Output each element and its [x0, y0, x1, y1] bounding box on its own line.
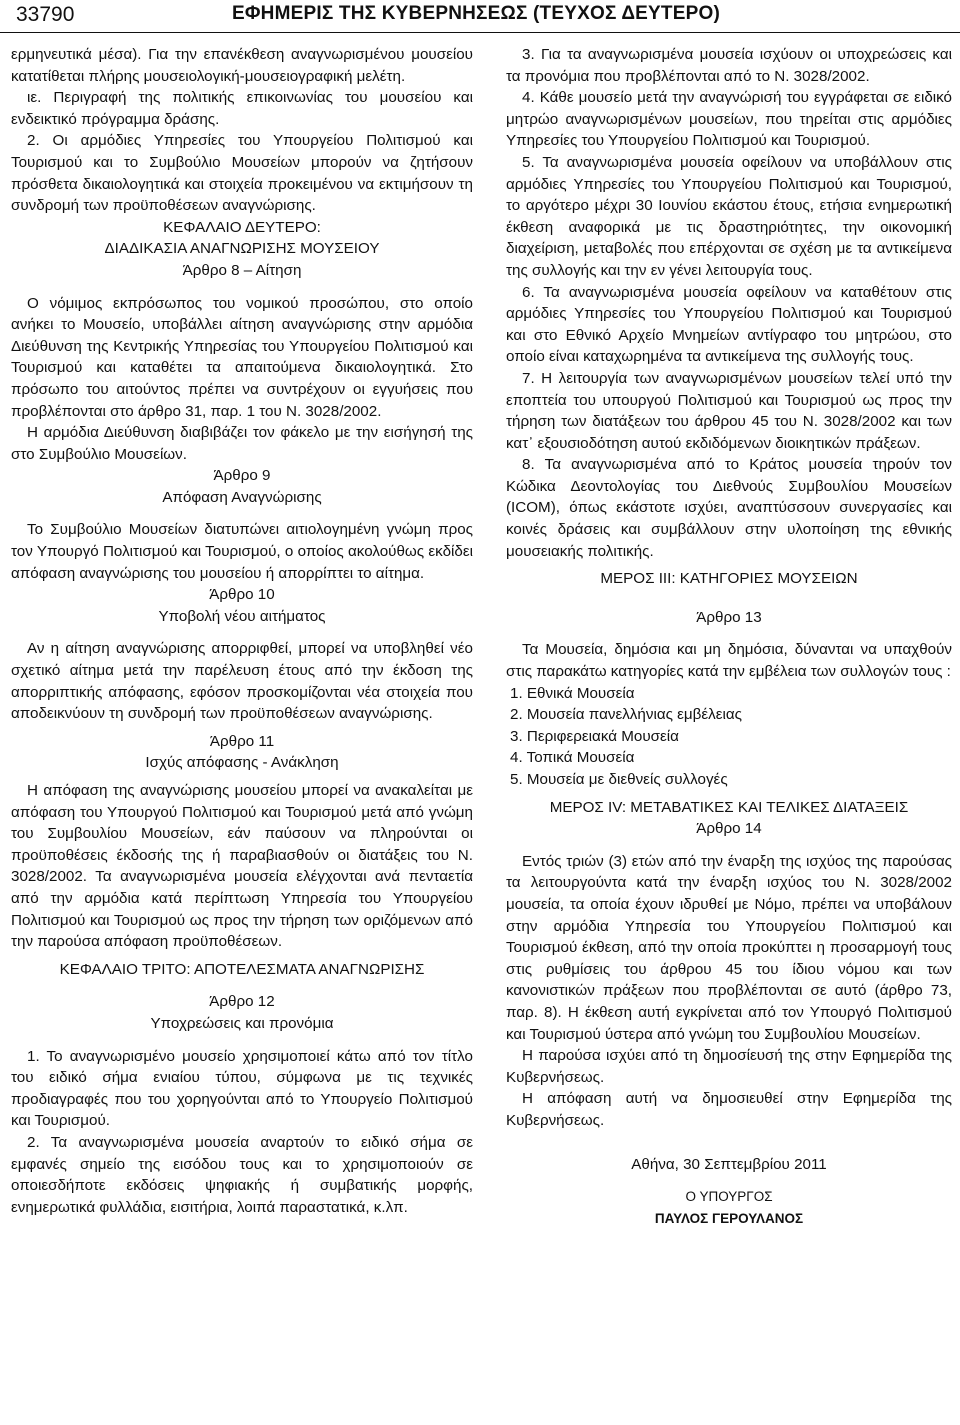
page-number: 33790 [16, 3, 75, 26]
gazette-title: ΕΦΗΜΕΡΙΣ ΤΗΣ ΚΥΒΕΡΝΗΣΕΩΣ (ΤΕΥΧΟΣ ΔΕΥΤΕΡΟ) [232, 3, 720, 24]
article-8-paragraph-2: Η αρμόδια Διεύθυνση διαβιβάζει τον φάκελο με την εισήγησή της στο Συμβούλιο Μουσείων. [11, 424, 473, 463]
right-column [506, 44, 952, 1229]
header-rule [0, 32, 960, 33]
list-item: 5. Μουσεία με διεθνείς συλλογές [510, 771, 728, 788]
chapter-3-heading: ΚΕΦΑΛΑΙΟ ΤΡΙΤΟ: ΑΠΟΤΕΛΕΣΜΑΤΑ ΑΝΑΓΝΩΡΙΣΗΣ [59, 960, 425, 978]
article-12-title: Άρθρο 12 [209, 993, 275, 1011]
list-item: 2. Μουσεία πανελλήνιας εμβέλειας [510, 706, 743, 724]
signer-name: ΠΑΥΛΟΣ ΓΕΡΟΥΛΑΝΟΣ [654, 1210, 804, 1226]
article-14-paragraph-2: Η παρούσα ισχύει από τη δημοσίευσή της στην Εφημερίδα της Κυβερνήσεως. [506, 1047, 952, 1086]
article-9-paragraph-1: Το Συμβούλιο Μουσείων διατυπώνει αιτιολογημένη γνώμη προς τον Υπουργό Πολιτισμού και Τουρισμού, ο οποίος ακολούθως εκδίδει απόφαση αναγνώρισης του μουσείου ή απορρίπτει το αίτημα. [11, 521, 473, 582]
paragraph-8: 8. Τα αναγνωρισμένα από το Κράτος μουσεία τηρούν τον Κώδικα Δεοντολογίας του Διεθνούς Συμβουλίου Μουσείων (ICOM), όπως εκάστοτε ισχύει, αναπτύσσουν συνεργασίες και κοινές δράσεις και συμβάλλουν στην υλοποίηση της εθνικής μουσειακής πολιτικής. [506, 456, 952, 560]
left-column [11, 44, 473, 1218]
signer-title: Ο ΥΠΟΥΡΓΟΣ [685, 1189, 773, 1205]
article-8-paragraph-1: Ο νόμιμος εκπρόσωπος του νομικού προσώπου, στο οποίο ανήκει το Μουσείο, υποβάλλει αίτηση αναγνώρισης στην αρμόδια Διεύθυνση της Κεντρικής Υπηρεσίας του Υπουργείου Πολιτισμού και Τουρισμού και καταθέτει τα απαιτούμενα δικαιολογητικά. Στο πρόσωπο του αιτούντος πρέπει να συντρέχουν οι εγγυήσεις που προβλέπονται στο άρθρο 31, παρ. 1 του Ν. 3028/2002. [11, 294, 473, 420]
list-item: 4. Τοπικά Μουσεία [510, 749, 635, 767]
article-13-title: Άρθρο 13 [696, 608, 762, 626]
chapter-2-heading: ΚΕΦΑΛΑΙΟ ΔΕΥΤΕΡΟ: [163, 218, 321, 236]
paragraph-5: 5. Τα αναγνωρισμένα μουσεία οφείλουν να υποβάλλουν στις αρμόδιες Υπηρεσίες του Υπουργείου Πολιτισμού και Τουρισμού, το αργότερο μέχρι 30 Ιουνίου εκάστου έτους, ετήσια ενημερωτική έκθεση αναφορικά με τις δραστηριότητες, την οικονομική διαχείριση, μεταβολές που επέρχονται σε σχέση με τα αντικείμενα της συλλογής και την εν γένει λειτουργία τους. [506, 153, 952, 279]
article-12-paragraph-2: 2. Τα αναγνωρισμένα μουσεία αναρτούν το ειδικό σήμα σε εμφανές σημείο της εισόδου τους και το χρησιμοποιούν σε οποιεσδήποτε εκδόσεις ψηφιακής ή συμβατικής μορφής, ενημερωτικά φυλλάδια, εισιτήρια, λοιπά παραστατικά, κ.λπ. [11, 1133, 473, 1216]
article-10-title: Άρθρο 10 [209, 586, 275, 604]
paragraph-4: 4. Κάθε μουσείο μετά την αναγνώρισή του εγγράφεται σε ειδικό μητρώο αναγνωρισμένων μουσείων, που τηρείται στις αρμόδιες Υπηρεσίες του Υπουργείου Πολιτισμού και Τουρισμού. [506, 89, 952, 150]
article-14-paragraph-1: Εντός τριών (3) ετών από την έναρξη της ισχύος της παρούσας τα λειτουργούντα κατά την έναρξη ισχύος του Ν. 3028/2002 μουσεία, τα οποία έχουν ιδρυθεί με Νόμο, πρέπει να υποβάλουν στην αρμόδια Υπηρεσία του Υπουργείου Πολιτισμού και Τουρισμού έκθεση, από την οποία προκύπτει η προσαρμογή τους στις ρυθμίσεις του άρθρου 45 του ίδιου νόμου και των κανονιστικών πράξεων που προβλέπονται σε αυτό (άρθρο 73, παρ. 8). Η έκθεση αυτή εγκρίνεται από τον Υπουργό Πολιτισμού και Τουρισμού ύστερα από γνώμη του Συμβουλίου Μουσείων. [506, 852, 952, 1043]
part-3-heading: ΜΕΡΟΣ ΙΙΙ: ΚΑΤΗΓΟΡΙΕΣ ΜΟΥΣΕΙΩΝ [600, 570, 858, 588]
chapter-2-title: ΔΙΑΔΙΚΑΣΙΑ ΑΝΑΓΝΩΡΙΣΗΣ ΜΟΥΣΕΙΟΥ [104, 240, 380, 258]
article-10-paragraph-1: Αν η αίτηση αναγνώρισης απορριφθεί, μπορεί να υποβληθεί νέο σχετικό αίτημα μετά την παρέλευση έτους από την έκδοση της απορριπτικής απόφασης, εφόσον προσκομίζονται νέα στοιχεία που αποδεικνύουν τη συνδρομή των προϋποθέσεων αναγνώρισης. [11, 640, 473, 723]
paragraph-6: 6. Τα αναγνωρισμένα μουσεία οφείλουν να καταθέτουν στις αρμόδιες Υπηρεσίες του Υπουργείου Πολιτισμού και Τουρισμού και στο Εθνικό Αρχείο Μνημείων αντίγραφο του μητρώου, στο οποίο είναι καταχωρημένα τα αντικείμενα της συλλογής τους. [506, 283, 952, 366]
paragraph-7: 7. Η λειτουργία των αναγνωρισμένων μουσείων τελεί υπό την εποπτεία του υπουργού Πολιτισμού και Τουρισμού ως προς την τήρηση των διατάξεων του άρθρου 45 του Ν. 3028/2002 και των κατ᾽ εξουσιοδότηση αυτού εκδιδόμενων διοικητικών πράξεων. [506, 369, 952, 452]
list-item: 3. Περιφερειακά Μουσεία [510, 727, 679, 745]
article-8-title: Άρθρο 8 – Αίτηση [182, 261, 302, 279]
article-12-paragraph-1: 1. Το αναγνωρισμένο μουσείο χρησιμοποιεί κάτω από τον τίτλο του ειδικό σήμα ενιαίου τύπου, σύμφωνα με τις τεχνικές προδιαγραφές που του χορηγούνται από το Υπουργείο Πολιτισμού και Τουρισμού. [11, 1047, 473, 1130]
article-14-title: Άρθρο 14 [696, 820, 762, 838]
article-11-title: Άρθρο 11 [209, 732, 275, 750]
article-9-subtitle: Απόφαση Αναγνώρισης [162, 488, 322, 506]
article-12-subtitle: Υποχρεώσεις και προνόμια [150, 1014, 334, 1032]
date-place: Αθήνα, 30 Σεπτεμβρίου 2011 [631, 1155, 827, 1173]
article-13-paragraph-1: Τα Μουσεία, δημόσια και μη δημόσια, δύνανται να υπαχθούν στις παρακάτω κατηγορίες κατά την εμβέλεια των συλλογών τους : [506, 641, 952, 681]
list-item: 1. Εθνικά Μουσεία [510, 684, 635, 702]
article-9-title: Άρθρο 9 [213, 467, 271, 485]
article-11-subtitle: Ισχύς απόφασης - Ανάκληση [145, 754, 339, 772]
paragraph-intro: ερμηνευτικά μέσα). Για την επανέκθεση αναγνωρισμένου μουσείου κατατίθεται πλήρης μουσειολογική-μουσειογραφική μελέτη. [11, 46, 473, 85]
page-header [0, 0, 960, 30]
museum-categories-list [506, 683, 952, 791]
paragraph-3: 3. Για τα αναγνωρισμένα μουσεία ισχύουν οι υποχρεώσεις και τα προνόμια που προβλέπονται από το Ν. 3028/2002. [506, 46, 952, 85]
article-10-subtitle: Υποβολή νέου αιτήματος [158, 607, 326, 625]
article-11-paragraph-1: Η απόφαση της αναγνώρισης μουσείου μπορεί να ανακαλείται με απόφαση του Υπουργού Πολιτισμού και Τουρισμού μετά από γνώμη του Συμβουλίου Μουσείων, εάν παύσουν να πληρούνται οι προϋποθέσεις έκδοσής της ή παραβιασθούν οι διατάξεις του Ν. 3028/2002. Τα αναγνωρισμένα μουσεία ελέγχονται ανά πενταετία από την αρμόδια κατά περίπτωση Υπηρεσία του Υπουργείου Πολιτισμού και Τουρισμού ως προς την τήρηση των οριζόμενων από την παρούσα απόφαση προϋποθέσεων. [11, 782, 473, 951]
paragraph-ie: ιε. Περιγραφή της πολιτικής επικοινωνίας του μουσείου και ενδεικτικό πρόγραμμα δράσης. [11, 89, 473, 128]
paragraph-2: 2. Οι αρμόδιες Υπηρεσίες του Υπουργείου Πολιτισμού και Τουρισμού και το Συμβούλιο Μουσείων μπορούν να ζητήσουν πρόσθετα δικαιολογητικά και στοιχεία προκειμένου να εκτιμήσουν τη συνδρομή των προϋποθέσεων αναγνώρισης. [11, 132, 473, 215]
article-14-paragraph-3: Η απόφαση αυτή να δημοσιευθεί στην Εφημερίδα της Κυβερνήσεως. [506, 1090, 952, 1129]
part-4-heading: ΜΕΡΟΣ IV: ΜΕΤΑΒΑΤΙΚΕΣ ΚΑΙ ΤΕΛΙΚΕΣ ΔΙΑΤΑΞΕΙΣ [549, 798, 909, 816]
